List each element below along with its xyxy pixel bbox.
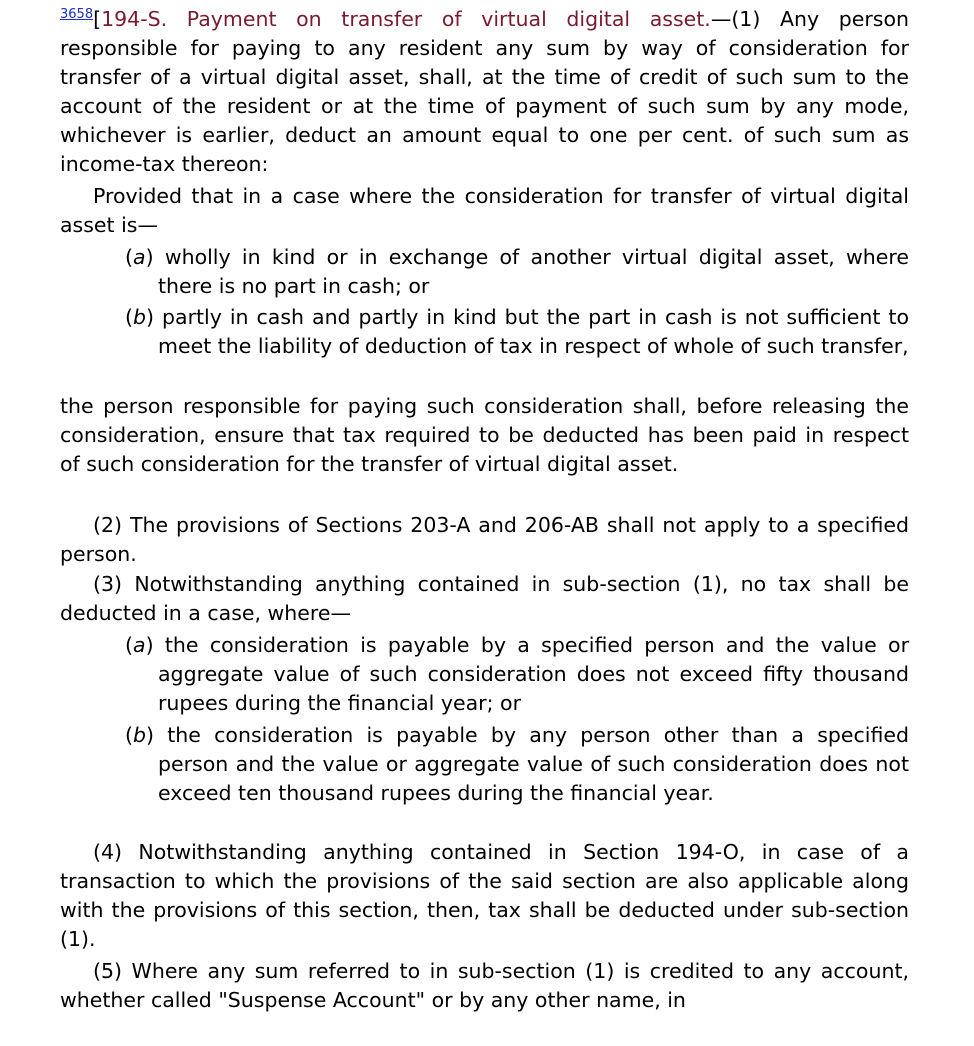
subsection-3-intro: (3) Notwithstanding anything contained in sub-section (1), no tax shall be deducted in a case, where—: [60, 572, 909, 625]
clause-label: a: [133, 633, 146, 657]
clause-label: b: [133, 305, 147, 329]
subsection-1-text: —(1) Any person responsible for paying to any resident any sum by way of consideration for transfer of a virtual digital asset, shall, at the time of credit of such sum to the account of the resident or at the time of payment of such sum by any mode, whichever is earlier, deduct an amount equal to one per cent. of such sum as income-tax thereon:: [60, 7, 909, 176]
subsection-5: (5) Where any sum referred to in sub-section (1) is credited to any account, whether called "Suspense Account" or by any other name, in: [60, 959, 909, 1012]
proviso-clause-b: (b) partly in cash and partly in kind but the part in cash is not sufficient to meet the liability of deduction of tax in respect of whole of such transfer,: [125, 305, 910, 358]
subsection-2: (2) The provisions of Sections 203-A and 206-AB shall not apply to a specified person.: [60, 513, 909, 566]
section-heading: 194-S. Payment on transfer of virtual digital asset.: [101, 7, 711, 31]
proviso-intro: Provided that in a case where the consideration for transfer of virtual digital asset is—: [60, 184, 909, 237]
clause-text: wholly in kind or in exchange of another virtual digital asset, where there is no part in cash; or: [158, 245, 909, 298]
proviso-clause-a: (a) wholly in kind or in exchange of another virtual digital asset, where there is no part in cash; or: [125, 245, 909, 298]
clause-text: the consideration is payable by a specified person and the value or aggregate value of such consideration does not exceed fifty thousand rupees during the financial year; or: [158, 633, 909, 715]
subsection-3-clause-b: (b) the consideration is payable by any person other than a specified person and the value or aggregate value of such consideration does not exceed ten thousand rupees during the financial year.: [125, 723, 910, 805]
section-194s-subsection-1: [60, 5, 909, 179]
clause-label: b: [133, 723, 147, 747]
subsection-4: (4) Notwithstanding anything contained in Section 194-O, in case of a transaction to which the provisions of the said section are also applicable along with the provisions of this section, then, tax shall be deducted under sub-section (1).: [60, 840, 909, 951]
proviso-conclusion: the person responsible for paying such consideration shall, before releasing the consideration, ensure that tax required to be deducted has been paid in respect of such consideration for the transfer of virtual digital asset.: [60, 394, 909, 476]
subsection-3-clause-a: (a) the consideration is payable by a specified person and the value or aggregate value of such consideration does not exceed fifty thousand rupees during the financial year; or: [125, 633, 909, 715]
opening-bracket: [: [93, 7, 102, 31]
clause-text: partly in cash and partly in kind but the part in cash is not sufficient to meet the liability of deduction of tax in respect of whole of such transfer,: [158, 305, 910, 358]
footnote-link[interactable]: 3658: [60, 7, 94, 22]
clause-text: the consideration is payable by any person other than a specified person and the value or aggregate value of such consideration does not exceed ten thousand rupees during the financial year.: [158, 723, 910, 805]
clause-label: a: [133, 245, 146, 269]
